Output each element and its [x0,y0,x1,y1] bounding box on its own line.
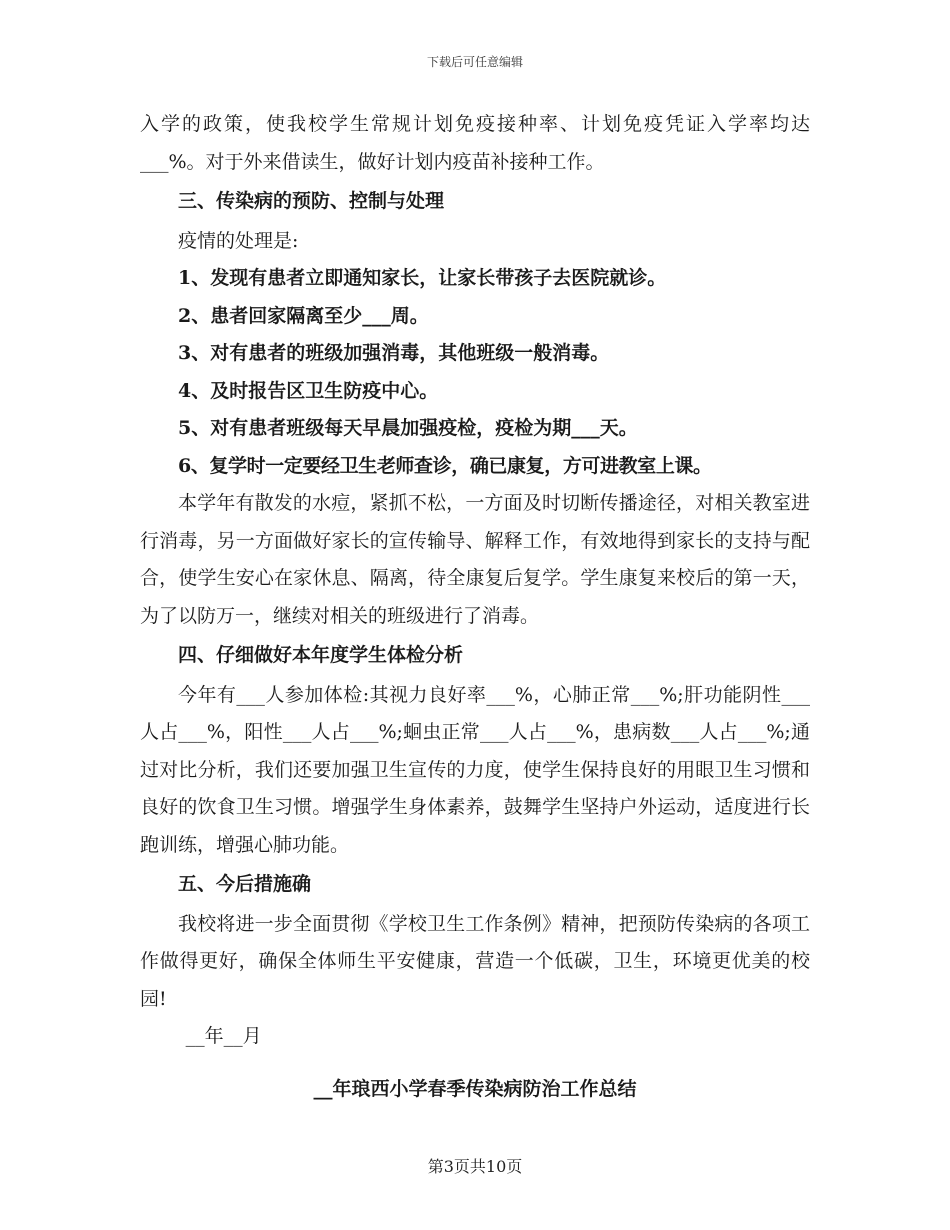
section-heading-5: 五、今后措施确 [178,873,312,895]
page-header: 下载后可任意编辑 [426,55,523,69]
page-footer: 第3页共10页 [427,1157,523,1176]
list-item-6: 6、复学时一定要经卫生老师查诊，确已康复，方可进教室上课。 [178,454,712,477]
list-item-2: 2、患者回家隔离至少___周。 [178,304,429,327]
list-item-1: 1、发现有患者立即通知家长，让家长带孩子去医院就诊。 [178,267,667,289]
paragraph-health-check: 今年有___人参加体检:其视力良好率___%，心肺正常___%;肝功能阴性___人占___%，阳性___人占___%;蛔虫正常___人占___%，患病数___人占___%;通过对比分析，我们还要加强卫生宣传的力度，使学生保持良好的用眼卫生习惯和良好的饮食卫生习惯。增强学生身体素养，鼓舞学生坚持户外运动，适度进行长跑训练，增强心肺功能。 [140,683,810,856]
paragraph-epidemic-handling: 疫情的处理是: [178,229,299,252]
section-heading-4: 四、仔细做好本年度学生体检分析 [178,644,464,666]
paragraph-chickenpox: 本学年有散发的水痘，紧抓不松，一方面及时切断传播途径，对相关教室进行消毒，另一方面做好家长的宣传输导、解释工作，有效地得到家长的支持与配合，使学生安心在家休息、隔离，待全康复后复学。学生康复来校后的第一天，为了以防万一，继续对相关的班级进行了消毒。 [140,492,810,627]
list-item-4: 4、及时报告区卫生防疫中心。 [178,379,439,402]
section-heading-3: 三、传染病的预防、控制与处理 [178,190,445,212]
document-body [140,106,810,1056]
list-item-5: 5、对有患者班级每天早晨加强疫检，疫检为期___天。 [178,417,638,439]
date-line: __年__月 [185,1025,262,1047]
paragraph-intro: 入学的政策，使我校学生常规计划免疫接种率、计划免疫凭证入学率均达___%。对于外来借读生，做好计划内疫苗补接种工作。 [140,113,810,173]
list-item-3: 3、对有患者的班级加强消毒，其他班级一般消毒。 [178,342,610,364]
document-title: __年琅西小学春季传染病防治工作总结 [313,1078,637,1100]
paragraph-future-measures: 我校将进一步全面贯彻《学校卫生工作条例》精神，把预防传染病的各项工作做得更好，确保全体师生平安健康，营造一个低碳，卫生，环境更优美的校园! [140,912,810,1010]
